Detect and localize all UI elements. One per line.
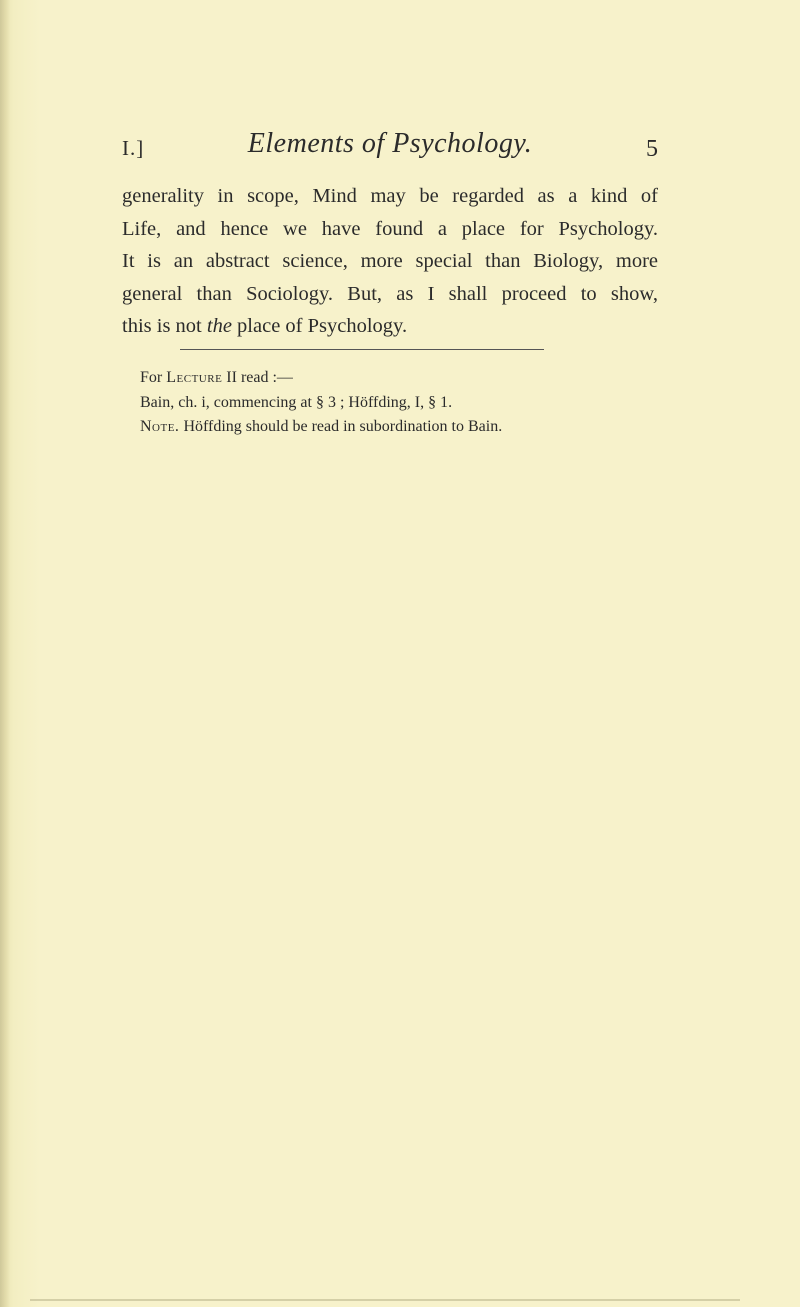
page-header <box>122 128 658 168</box>
body-line: It is an abstract science, more special than Biology, more <box>122 250 658 272</box>
reading-heading <box>140 366 760 391</box>
chapter-marker: I.] <box>122 136 145 160</box>
reading-heading-prefix: For <box>140 369 167 386</box>
reading-assignment <box>140 366 760 440</box>
body-text-fragment: this is not <box>122 315 207 337</box>
body-line: Life, and hence we have found a place for Psychology. <box>122 217 658 240</box>
note-label: Note. <box>140 418 180 435</box>
body-text-fragment: place of Psychology. <box>231 315 408 337</box>
page-spine-shadow <box>0 0 10 1307</box>
reading-heading-lecture: Lecture <box>166 369 223 386</box>
reading-note <box>140 415 760 440</box>
body-line-last <box>122 310 658 343</box>
page-bottom-edge <box>30 1299 740 1301</box>
body-line: general than Sociology. But, as I shall proceed to show, <box>122 282 658 305</box>
reading-line: Bain, ch. i, commencing at § 3 ; Höffding, I, § 1. <box>140 393 453 411</box>
reading-heading-suffix: II read :— <box>222 369 293 386</box>
note-text: Höffding should be read in subordination to Bain. <box>179 418 503 435</box>
italic-emphasis: the <box>206 315 232 337</box>
body-line: generality in scope, Mind may be regarded as a kind of <box>122 185 658 207</box>
body-paragraph <box>122 180 658 343</box>
running-title: Elements of Psychology. <box>247 128 533 159</box>
section-divider <box>180 349 544 350</box>
page-number: 5 <box>646 136 658 162</box>
